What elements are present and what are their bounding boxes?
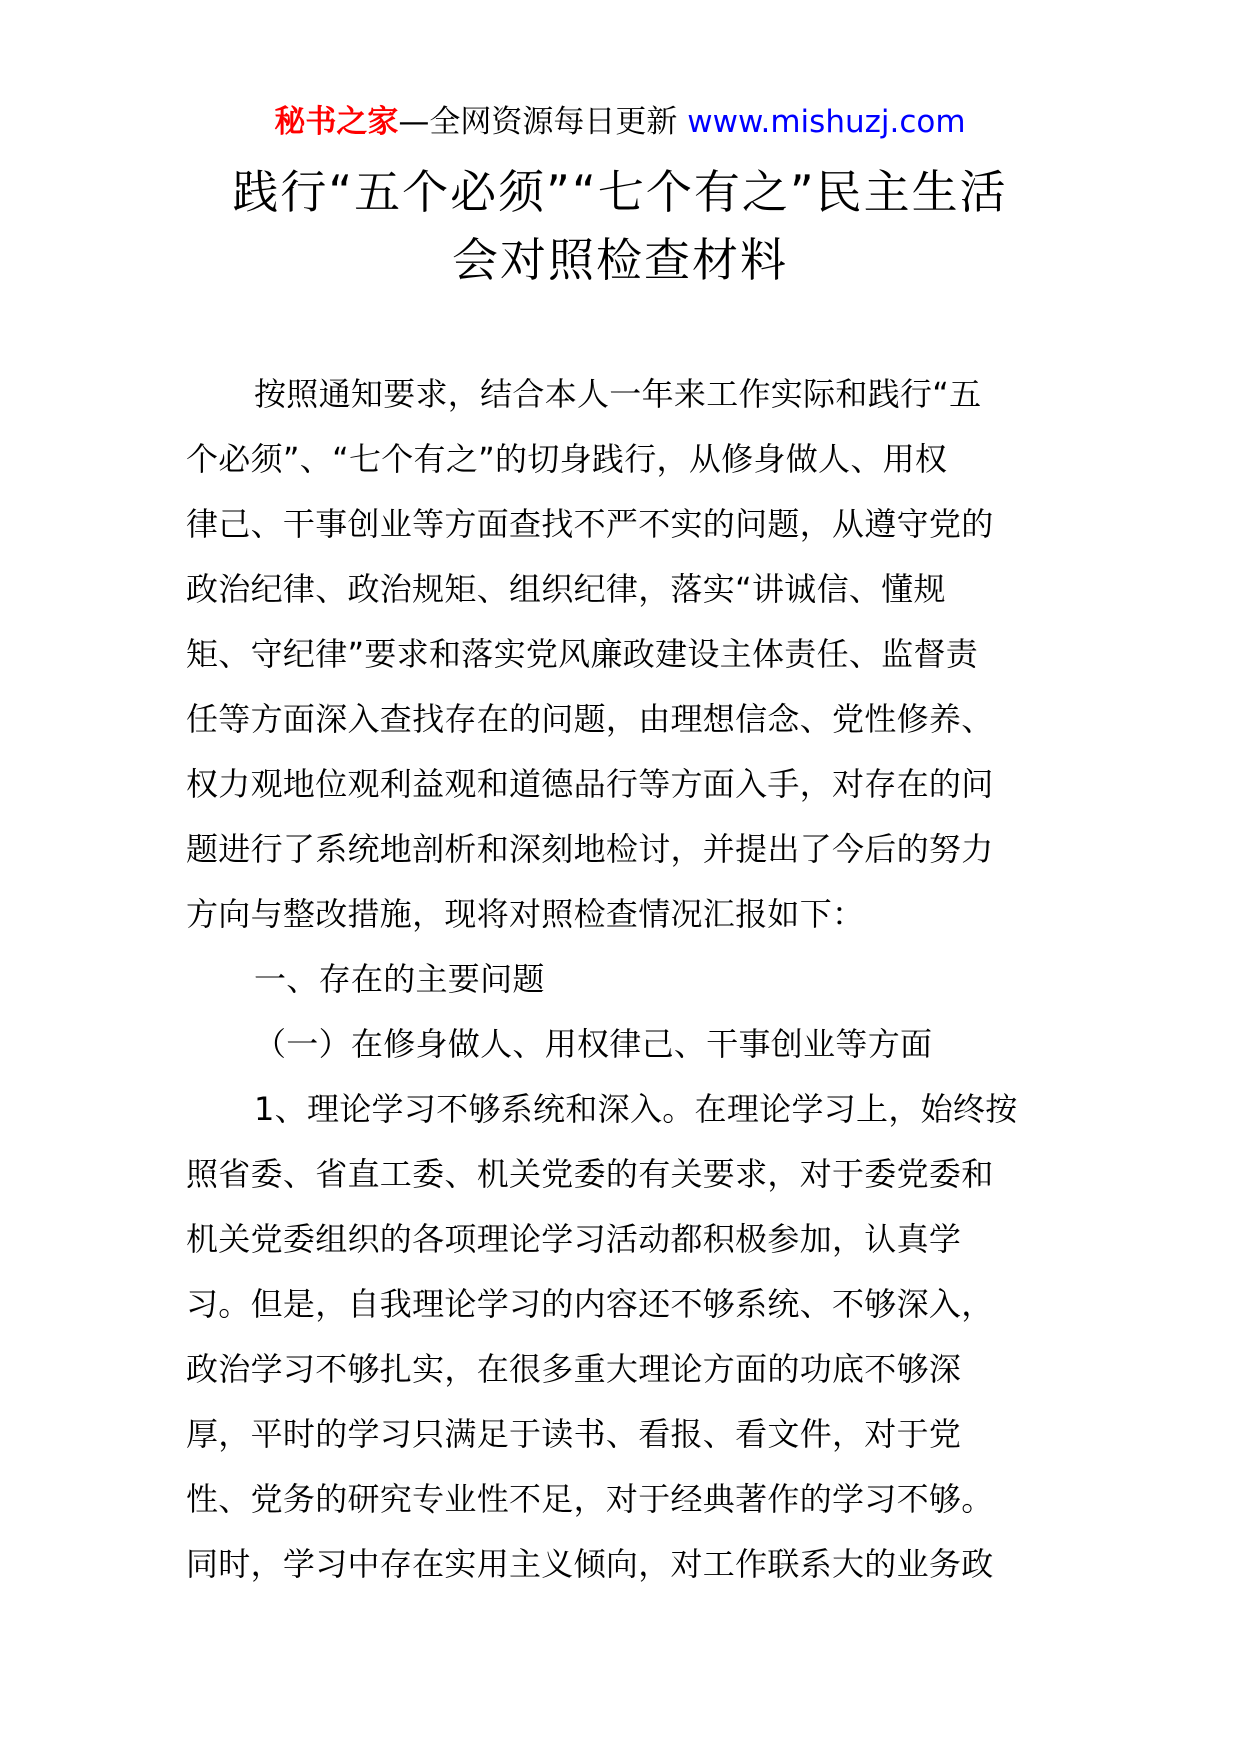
section-heading: 一、存在的主要问题	[254, 960, 545, 998]
paragraph-line: 矩、守纪律”要求和落实党风廉政建设主体责任、监督责	[186, 635, 979, 673]
paragraph-line: 权力观地位观利益观和道德品行等方面入手，对存在的问	[186, 765, 994, 803]
paragraph-line: 厚，平时的学习只满足于读书、看报、看文件，对于党	[186, 1415, 962, 1453]
paragraph-line: 个必须”、“七个有之”的切身践行，从修身做人、用权	[186, 440, 948, 478]
title-line-2: 会对照检查材料	[452, 233, 788, 287]
paragraph-line: 按照通知要求，结合本人一年来工作实际和践行“五	[254, 375, 982, 413]
title-line-1: 践行“五个必须”“七个有之”民主生活	[232, 165, 1008, 219]
subsection-heading: （一）在修身做人、用权律己、干事创业等方面	[254, 1025, 933, 1063]
paragraph-line: 性、党务的研究专业性不足，对于经典著作的学习不够。	[186, 1480, 994, 1518]
banner-slogan: —全网资源每日更新	[398, 104, 688, 140]
paragraph-line: 律己、干事创业等方面查找不严不实的问题，从遵守党的	[186, 505, 994, 543]
site-url-link[interactable]: www.mishuzj.com	[687, 104, 966, 140]
document-title	[150, 158, 1090, 294]
document-body	[186, 362, 1056, 1597]
paragraph-line: 同时，学习中存在实用主义倾向，对工作联系大的业务政	[186, 1545, 994, 1583]
paragraph-line: 政治学习不够扎实，在很多重大理论方面的功底不够深	[186, 1350, 962, 1388]
paragraph-line: 政治纪律、政治规矩、组织纪律，落实“讲诚信、懂规	[186, 570, 946, 608]
paragraph-line: 照省委、省直工委、机关党委的有关要求，对于委党委和	[186, 1155, 994, 1193]
paragraph-line: 1、理论学习不够系统和深入。在理论学习上，始终按	[254, 1090, 1018, 1128]
paragraph-line: 方向与整改措施，现将对照检查情况汇报如下：	[186, 895, 865, 933]
paragraph-line: 习。但是，自我理论学习的内容还不够系统、不够深入，	[186, 1285, 994, 1323]
paragraph-line: 任等方面深入查找存在的问题，由理想信念、党性修养、	[186, 700, 994, 738]
paragraph-line: 题进行了系统地剖析和深刻地检讨，并提出了今后的努力	[186, 830, 994, 868]
site-banner	[0, 100, 1240, 144]
paragraph-line: 机关党委组织的各项理论学习活动都积极参加，认真学	[186, 1220, 962, 1258]
brand-name: 秘书之家	[274, 104, 399, 140]
